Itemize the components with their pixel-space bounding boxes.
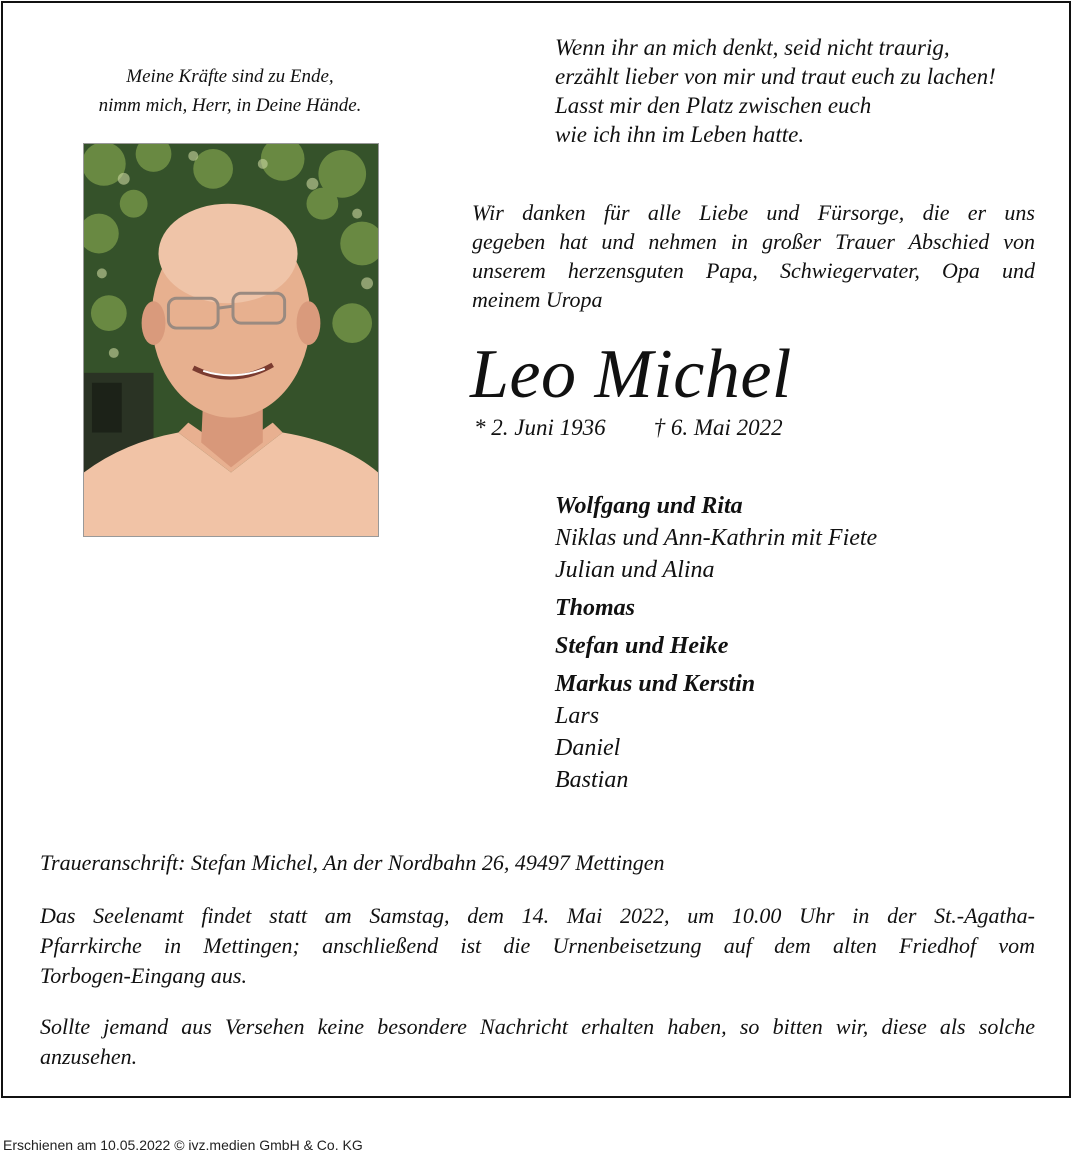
portrait-photo — [83, 143, 379, 537]
death-date: † 6. Mai 2022 — [653, 415, 783, 440]
portrait-image — [84, 144, 378, 536]
family-list — [555, 490, 877, 802]
service-line: Pfarrkirche in Mettingen; anschließend ist die Urnenbeisetzung auf dem alten Friedhof vom — [40, 933, 1035, 958]
motto-line: nimm mich, Herr, in Deine Hände. — [98, 95, 362, 116]
service-line: Torbogen-Eingang aus. — [40, 963, 247, 988]
service-info — [40, 901, 1035, 991]
family-member: Niklas und Ann-Kathrin mit Fiete — [555, 525, 878, 551]
family-member: Bastian — [555, 767, 629, 793]
thanks-line: gegeben hat und nehmen in großer Trauer Abschied von — [472, 229, 1035, 254]
family-group — [555, 592, 877, 624]
note-line: Sollte jemand aus Versehen keine besondere Nachricht erhalten haben, so bitten wir, diese als solche — [40, 1014, 1035, 1039]
family-group — [555, 490, 877, 586]
family-member: Julian und Alina — [555, 557, 715, 583]
poem — [555, 33, 996, 149]
poem-line: Lasst mir den Platz zwischen euch — [555, 93, 872, 118]
poem-line: erzählt lieber von mir und traut euch zu lachen! — [555, 64, 996, 89]
family-member: Daniel — [555, 735, 621, 761]
thanks-line: unserem herzensguten Papa, Schwiegervater, Opa und — [472, 258, 1035, 283]
notice-note — [40, 1012, 1035, 1072]
motto-line: Meine Kräfte sind zu Ende, — [126, 66, 334, 87]
family-group — [555, 630, 877, 662]
thanks-line: meinem Uropa — [472, 287, 603, 312]
family-head: Thomas — [555, 595, 636, 621]
family-head: Stefan und Heike — [555, 633, 729, 659]
family-head: Markus und Kerstin — [555, 671, 756, 697]
motto — [60, 62, 400, 120]
birth-date: * 2. Juni 1936 — [474, 415, 606, 440]
poem-line: wie ich ihn im Leben hatte. — [555, 122, 805, 147]
service-line: Das Seelenamt findet statt am Samstag, dem 14. Mai 2022, um 10.00 Uhr in der St.-Agatha- — [40, 903, 1035, 928]
thanks-line: Wir danken für alle Liebe und Fürsorge, die er uns — [472, 200, 1035, 225]
family-head: Wolfgang und Rita — [555, 493, 743, 519]
life-dates — [474, 413, 783, 443]
poem-line: Wenn ihr an mich denkt, seid nicht traurig, — [555, 35, 950, 60]
family-member: Lars — [555, 703, 600, 729]
family-group — [555, 668, 877, 796]
thanks-text — [472, 198, 1035, 314]
deceased-name: Leo Michel — [470, 336, 792, 413]
publication-footer: Erschienen am 10.05.2022 © ivz.medien GmbH & Co. KG — [3, 1137, 363, 1153]
mourning-address: Traueranschrift: Stefan Michel, An der Nordbahn 26, 49497 Mettingen — [40, 850, 665, 875]
note-line: anzusehen. — [40, 1044, 138, 1069]
